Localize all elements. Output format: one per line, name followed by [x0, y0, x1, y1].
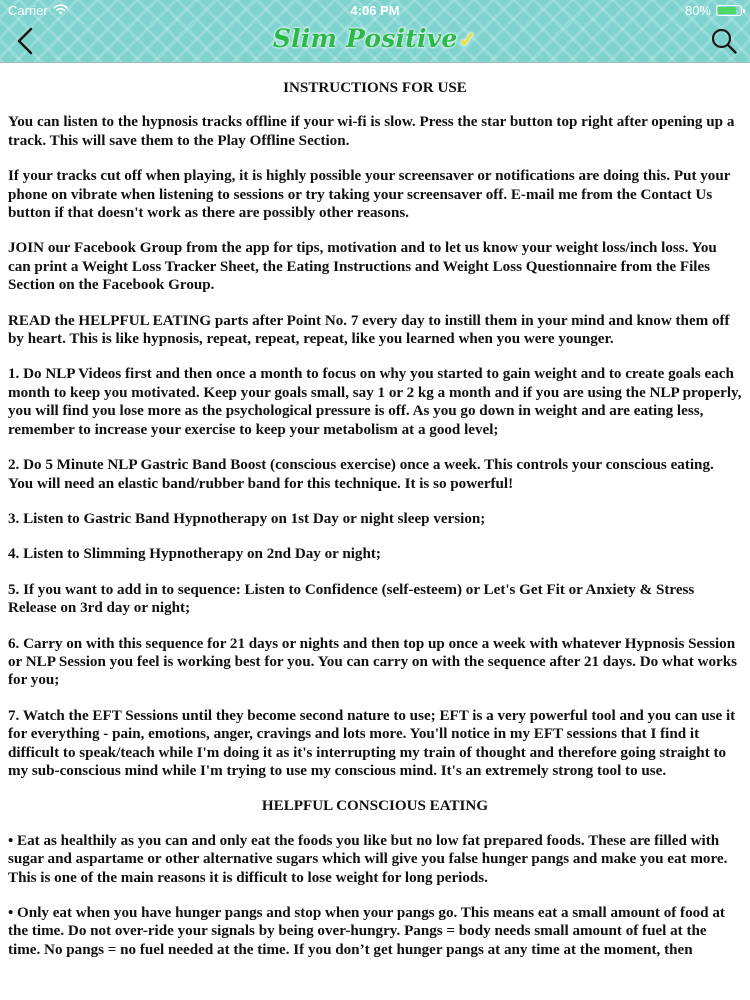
step-4: 4. Listen to Slimming Hypnotherapy on 2nd Day or night;: [8, 546, 381, 563]
paragraph-facebook: JOIN our Facebook Group from the app for tips, motivation and to let us know your weight loss/inch loss. You can print a Weight Loss Tracker Sheet, the Eating Instructions and Weight Loss Questionnaire from the Files Section on the Facebook Group.: [8, 240, 717, 294]
carrier-label: Carrier: [8, 3, 48, 18]
paragraph-read-helpful: READ the HELPFUL EATING parts after Point No. 7 every day to instill them in your mind and know them off by heart. This is like hypnosis, repeat, repeat, repeat, like you learned when you were younger.: [8, 312, 730, 348]
paragraph-cut-off: If your tracks cut off when playing, it is highly possible your screensaver or notifications are doing this. Put your phone on vibrate when listening to sessions or try taking your screensaver off. E-mail me from the Contact Us button if that doesn't work as there are possibly other reasons.: [8, 168, 731, 222]
step-5: 5. If you want to add in to sequence: Listen to Confidence (self-esteem) or Let's Get Fit or Anxiety & Stress Release on 3rd day or night;: [8, 581, 695, 617]
battery-percent: 80%: [684, 3, 711, 18]
step-3: 3. Listen to Gastric Band Hypnotherapy on 1st Day or night sleep version;: [8, 510, 486, 527]
app-title: Slim Positive: [272, 24, 458, 53]
step-1: 1. Do NLP Videos first and then once a month to focus on why you started to gain weight and to create goals each month to keep you motivated. Keep your goals small, say 1 or 2 kg a month and if you are using the NLP properly, you will find you lose more as the psychological pressure is off. As you go down in weight and are eating less, remember to increase your exercise to keep your metabolism at a good level;: [8, 366, 742, 438]
eating-tip-1: • Eat as healthily as you can and only eat the foods you like but no low fat prepared foods. These are filled with sugar and aspartame or other alternative sugars which will give you false hunger pangs and make you eat more. This is one of the main reasons it is difficult to lose weight for long periods.: [8, 832, 728, 886]
status-time: 4:06 PM: [350, 3, 400, 18]
status-right: [685, 3, 742, 18]
paragraph-offline: You can listen to the hypnosis tracks offline if your wi-fi is slow. Press the star button top right after opening up a track. This will save them to the Play Offline Section.: [8, 114, 735, 149]
step-2: 2. Do 5 Minute NLP Gastric Band Boost (conscious exercise) once a week. This controls your conscious eating. You will need an elastic band/rubber band for this technique. It is so powerful!: [8, 457, 714, 492]
eating-tip-2: • Only eat when you have hunger pangs and stop when your pangs go. This means eat a small amount of food at the time. Do not over-ride your signals by being over-hungry. Pangs = body needs small amount of fuel at the time. No pangs = no fuel needed at the time. If you don’t get hunger pangs at any time at the moment, then: [8, 905, 725, 958]
app-logo: [0, 24, 750, 53]
battery-level-fill: [718, 7, 736, 14]
instructions-content: [0, 70, 750, 976]
navigation-header: [0, 0, 750, 63]
section-heading-eating: HELPFUL CONSCIOUS EATING: [261, 798, 489, 815]
search-button[interactable]: [708, 25, 740, 57]
search-icon: [710, 27, 738, 55]
page-title: INSTRUCTIONS FOR USE: [283, 80, 467, 96]
check-icon: ✓: [458, 27, 478, 53]
battery-icon: [716, 5, 742, 16]
status-bar: [0, 0, 750, 20]
step-6: 6. Carry on with this sequence for 21 days or nights and then top up once a week with whatever Hypnosis Session or NLP Session you feel is working best for you. You can carry on with the sequence after 21 days. Do what works for you;: [8, 635, 737, 689]
step-7: 7. Watch the EFT Sessions until they become second nature to use; EFT is a very powerful tool and you can use it for everything - pain, emotions, anger, cravings and lots more. You'll notice in my EFT sessions that I find it difficult to speak/teach while I'm doing it as it's interrupting my train of thought and therefore going straight to my sub-conscious mind while I'm trying to use my conscious mind. It's an extremely strong tool to use.: [8, 707, 736, 779]
